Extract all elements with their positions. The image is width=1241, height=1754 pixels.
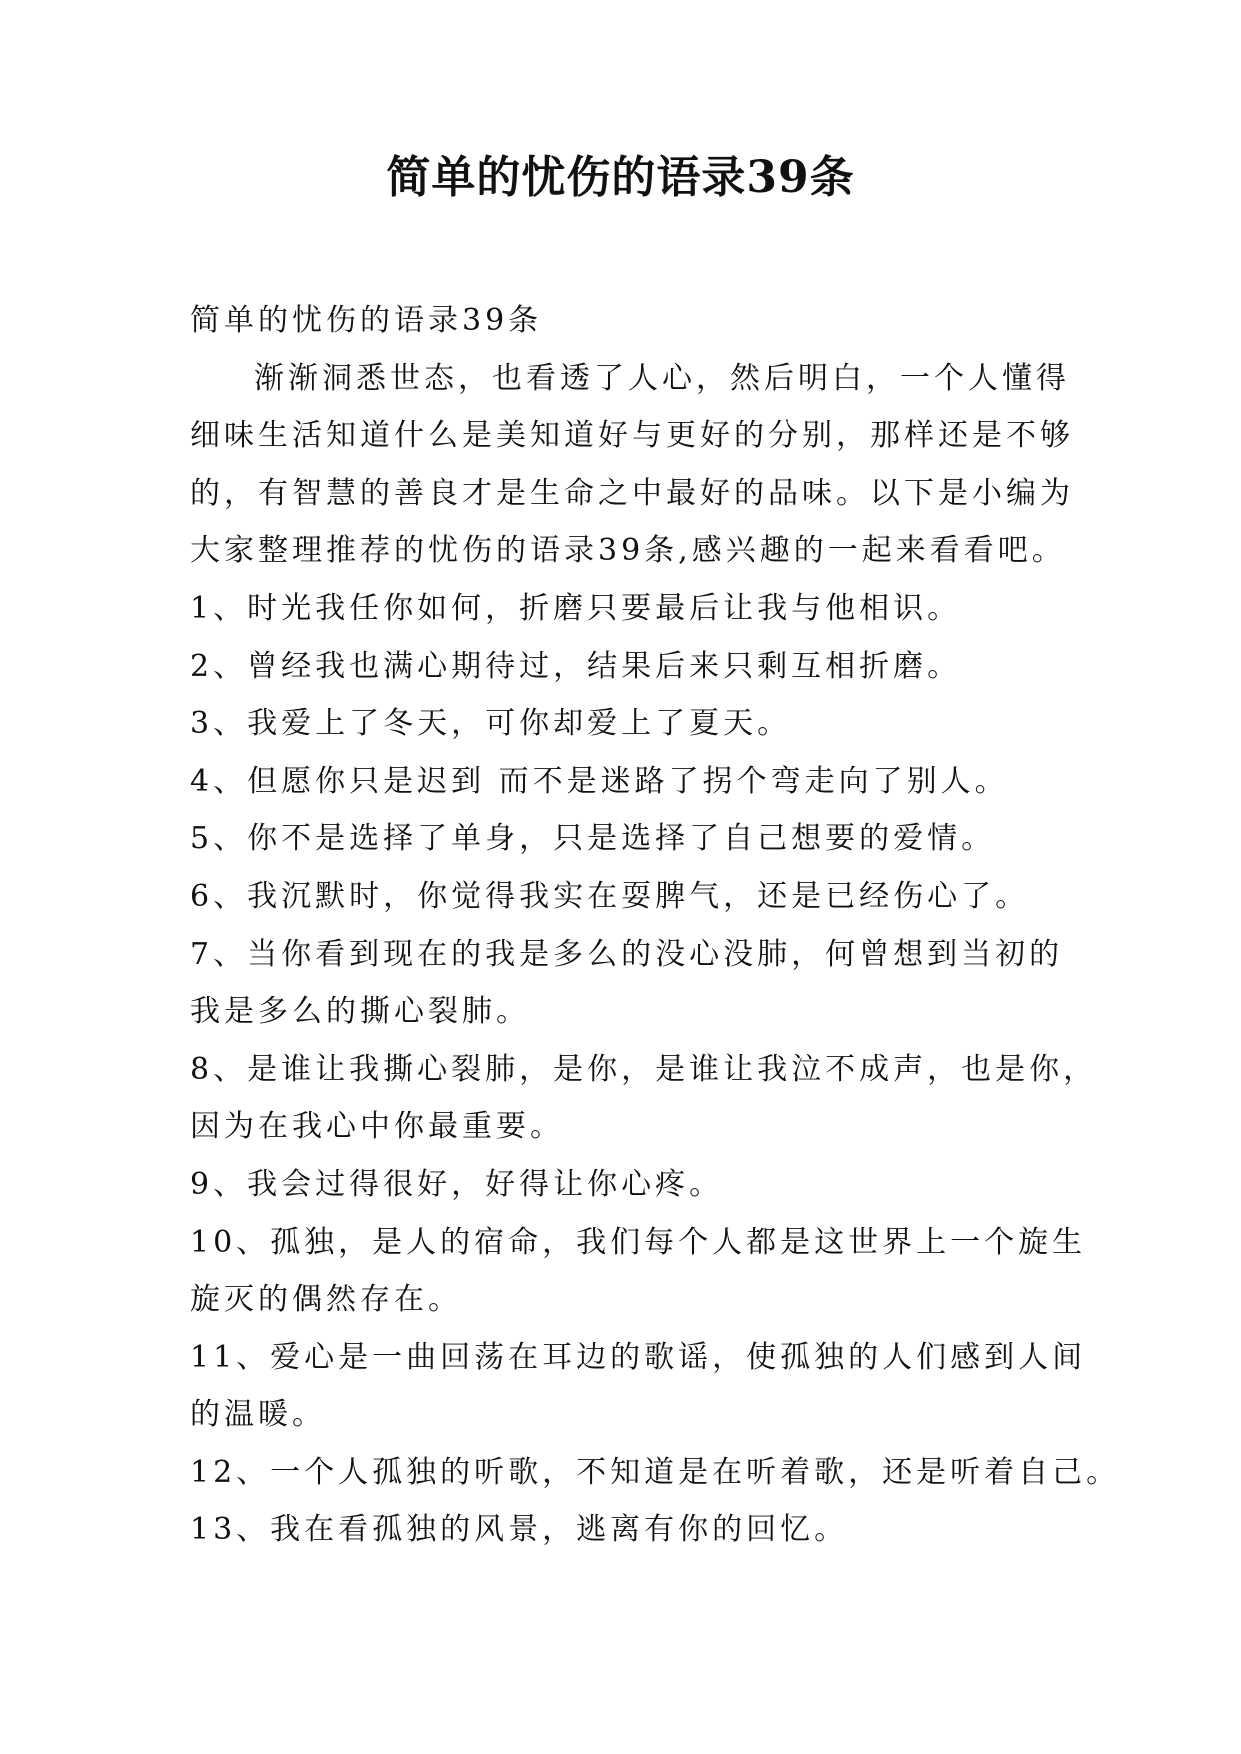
quote-line: 8、是谁让我撕心裂肺，是你，是谁让我泣不成声，也是你，: [190, 1051, 1098, 1087]
quote-line: 12、一个人孤独的听歌，不知道是在听着歌，还是听着自己。: [190, 1454, 1121, 1490]
intro-line: 渐渐洞悉世态，也看透了人心，然后明白，一个人懂得: [254, 360, 1070, 396]
subtitle: 简单的忧伤的语录39条: [190, 303, 543, 338]
quote-line: 11、爱心是一曲回荡在耳边的歌谣，使孤独的人们感到人间: [190, 1339, 1087, 1375]
intro-line: 大家整理推荐的忧伤的语录39条,感兴趣的一起来看看吧。: [190, 533, 1066, 569]
quote-line: 1、时光我任你如何，折磨只要最后让我与他相识。: [190, 590, 962, 626]
quote-line: 我是多么的撕心裂肺。: [190, 994, 530, 1030]
quote-line: 的温暖。: [190, 1397, 326, 1433]
quote-line: 9、我会过得很好，好得让你心疼。: [190, 1166, 724, 1202]
quote-line: 5、你不是选择了单身，只是选择了自己想要的爱情。: [190, 821, 996, 857]
intro-line: 的，有智慧的善良才是生命之中最好的品味。以下是小编为: [190, 475, 1074, 511]
quote-line: 7、当你看到现在的我是多么的没心没肺，何曾想到当初的: [190, 936, 1064, 972]
quote-line: 因为在我心中你最重要。: [190, 1109, 564, 1145]
quote-line: 13、我在看孤独的风景，逃离有你的回忆。: [190, 1512, 849, 1548]
intro-line: 细味生活知道什么是美知道好与更好的分别，那样还是不够: [190, 418, 1074, 454]
quote-line: 2、曾经我也满心期待过，结果后来只剩互相折磨。: [190, 648, 962, 684]
quote-line: 3、我爱上了冬天，可你却爱上了夏天。: [190, 706, 792, 742]
quote-line: 旋灭的偶然存在。: [190, 1282, 462, 1318]
quote-line: 4、但愿你只是迟到 而不是迷路了拐个弯走向了别人。: [190, 763, 1009, 799]
document-body: [190, 292, 1121, 1559]
quote-line: 6、我沉默时，你觉得我实在耍脾气，还是已经伤心了。: [190, 878, 1030, 914]
document-title: 简单的忧伤的语录39条: [386, 152, 855, 203]
quote-line: 10、孤独，是人的宿命，我们每个人都是这世界上一个旋生: [190, 1224, 1087, 1260]
